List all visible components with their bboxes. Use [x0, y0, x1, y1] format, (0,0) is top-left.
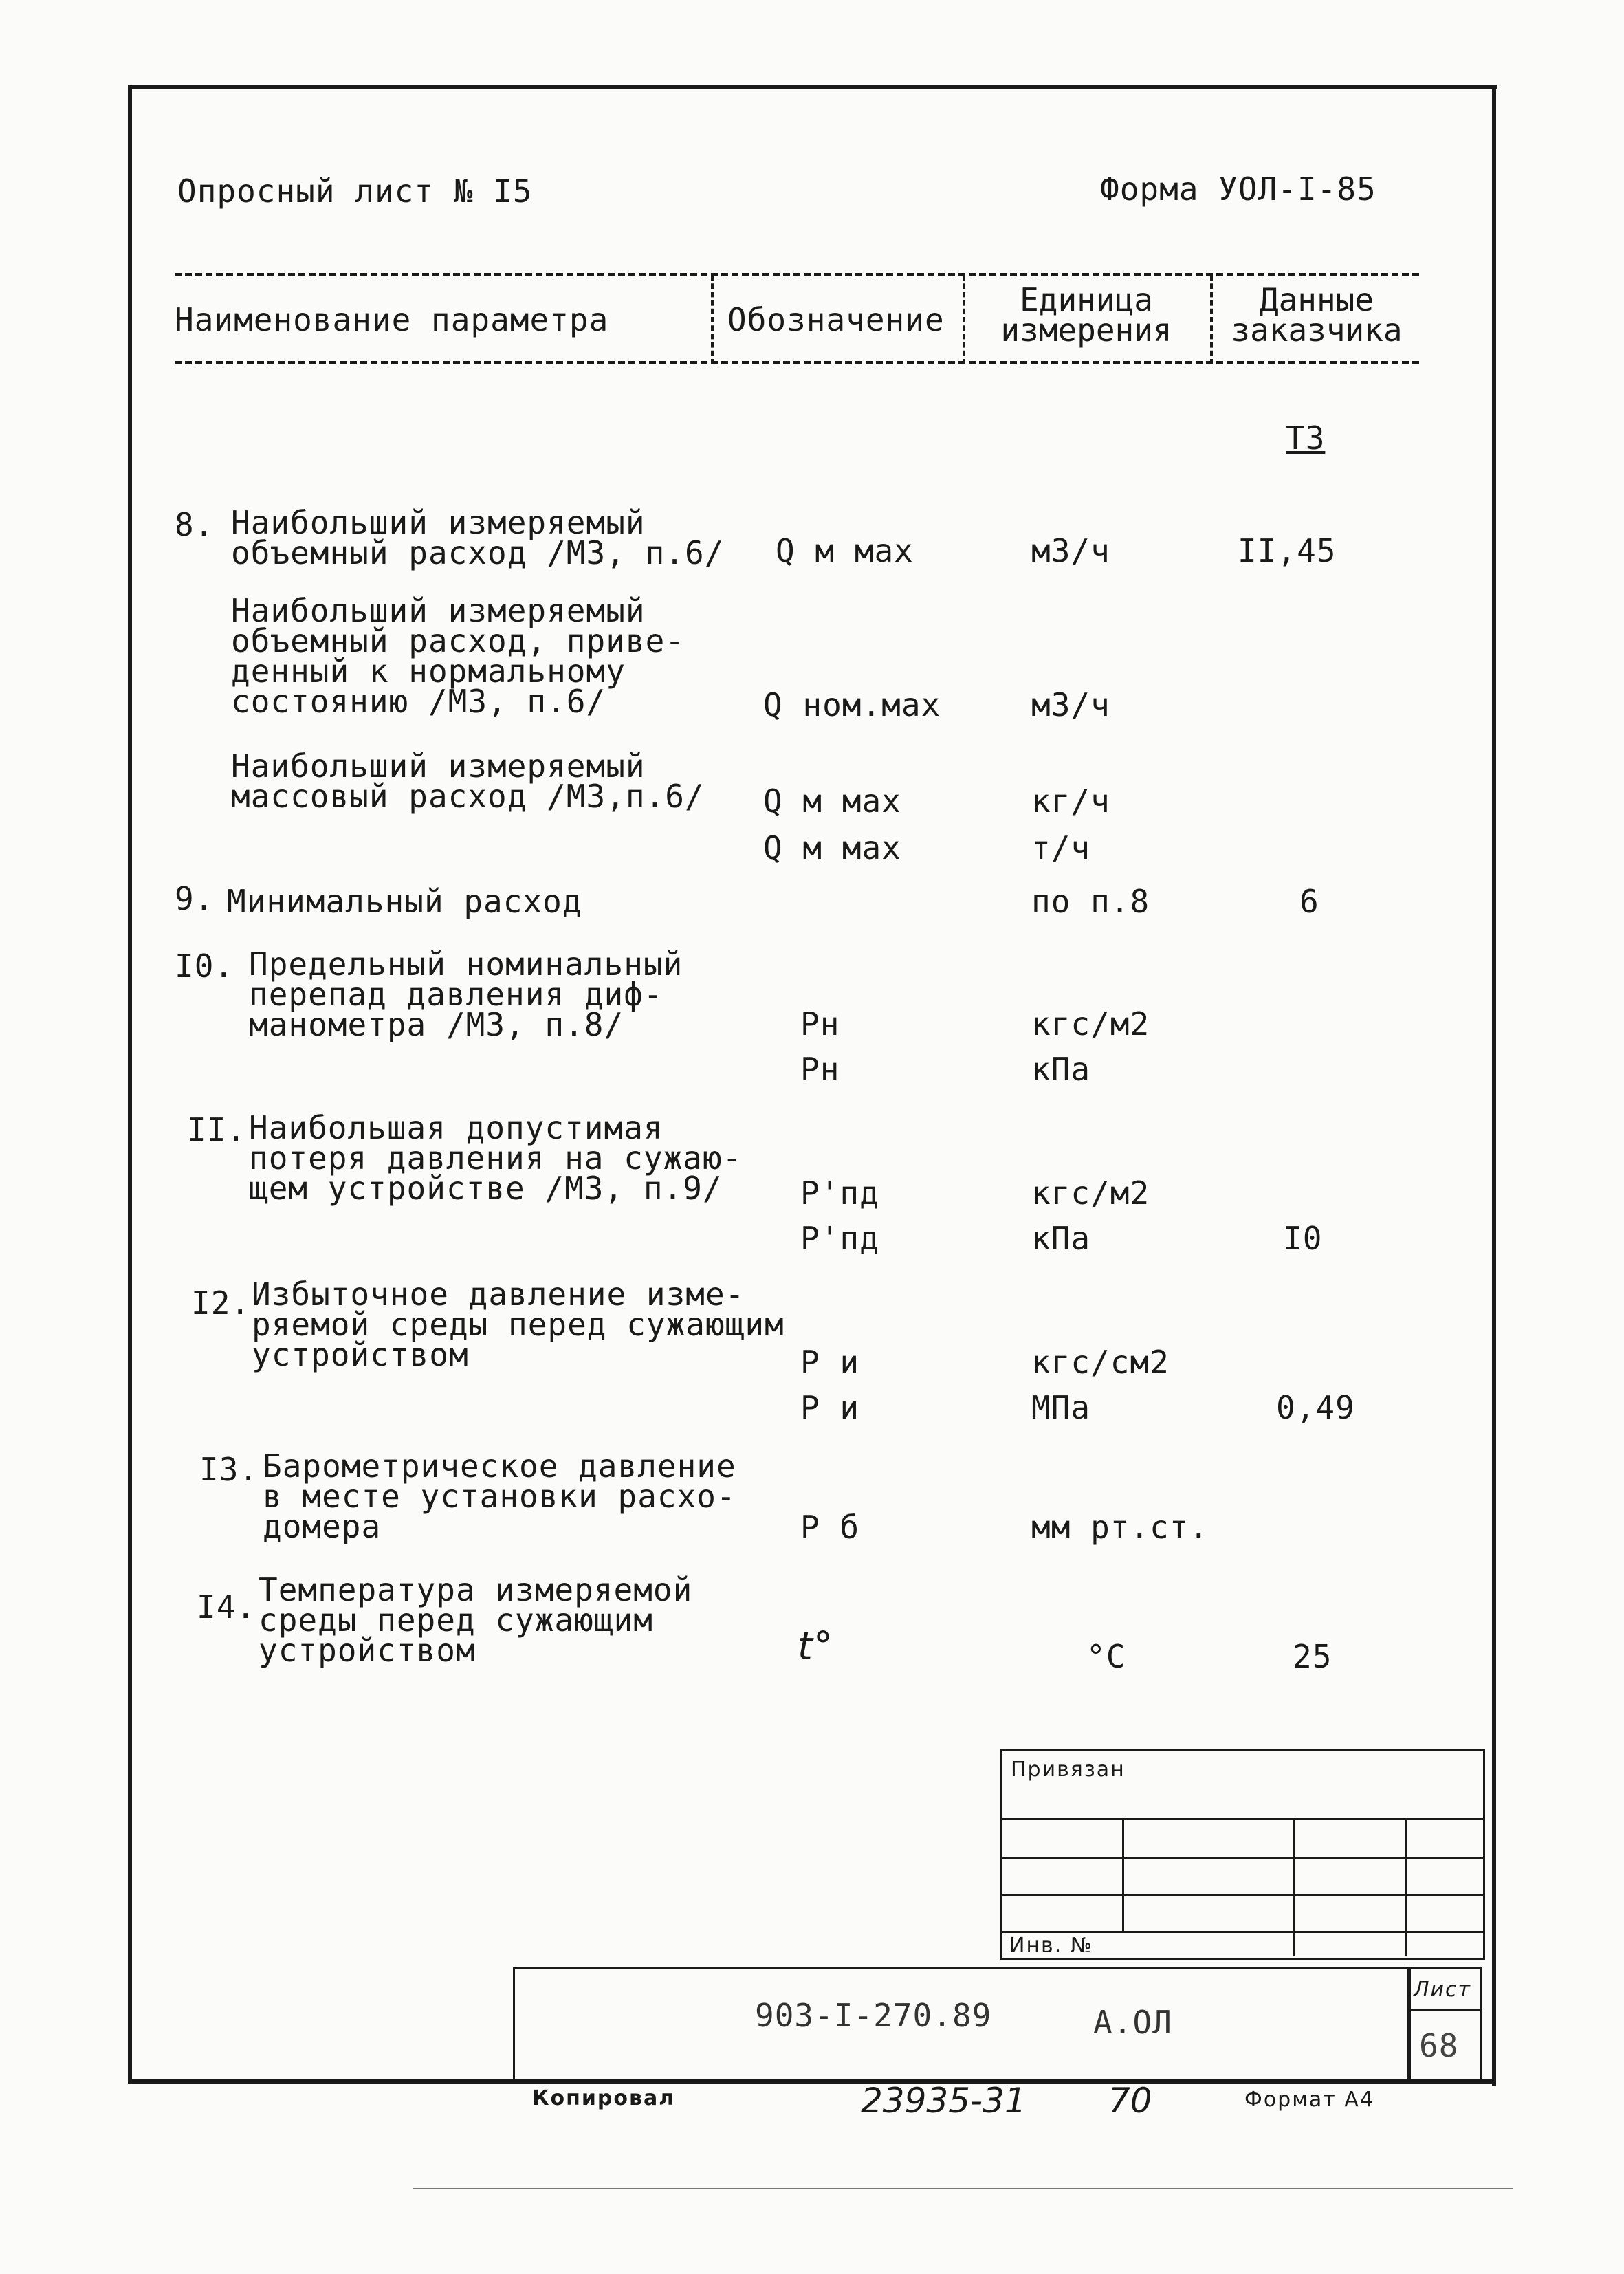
- row-number: II.: [187, 1111, 247, 1148]
- column-header-unit: [969, 281, 1203, 349]
- stamp-line: [1000, 1857, 1483, 1859]
- order-number: 23935-31: [861, 2081, 1027, 2121]
- param-unit: кПа: [1031, 1220, 1091, 1257]
- param-name: Минимальный расход: [227, 883, 582, 920]
- frame-top-border: [128, 85, 1497, 89]
- param-symbol: Р'пд: [800, 1174, 879, 1212]
- param-unit: кПа: [1031, 1051, 1091, 1088]
- param-name: Наибольший измеряемый массовый расход /МЗ,п.6/: [231, 747, 705, 815]
- document-code: А.ОЛ: [1093, 2004, 1172, 2041]
- param-unit: кгс/м2: [1031, 1174, 1150, 1212]
- header-divider-3: [1210, 275, 1213, 364]
- param-value: 25: [1293, 1638, 1332, 1675]
- column-header-symbol: Обозначение: [727, 301, 945, 338]
- frame-right-border: [1492, 85, 1496, 2086]
- data-header-line1: Данные: [1259, 281, 1374, 318]
- param-unit: кгс/м2: [1031, 1005, 1150, 1042]
- stamp-line: [1000, 1894, 1483, 1896]
- param-symbol: Р'пд: [800, 1220, 879, 1257]
- row-number: I0.: [175, 948, 234, 985]
- tz-reference: ТЗ: [1286, 419, 1326, 457]
- param-symbol: Рн: [800, 1051, 840, 1088]
- questionnaire-title: Опросный лист № I5: [177, 173, 533, 210]
- param-unit: м3/ч: [1031, 532, 1110, 569]
- param-symbol: Q ном.мах: [763, 686, 941, 723]
- param-name: Барометрическое давление в месте установки расхо- домера: [263, 1447, 736, 1545]
- project-code: 903-I-270.89: [755, 1997, 992, 2034]
- copy-number: 70: [1108, 2081, 1152, 2121]
- param-value: I0: [1283, 1220, 1323, 1257]
- param-symbol: Q м мах: [776, 532, 914, 569]
- unit-header-line2: измерения: [1000, 311, 1172, 349]
- format-label: Формат А4: [1244, 2088, 1374, 2112]
- sheet-label: Лист: [1414, 1978, 1472, 2002]
- stamp-col-line: [1405, 1818, 1407, 1956]
- param-name: Температура измеряемой среды перед сужающим устройством: [259, 1571, 693, 1669]
- param-unit: по п.8: [1031, 883, 1150, 920]
- sheet-number: 68: [1419, 2027, 1459, 2064]
- row-number: I4.: [197, 1588, 256, 1626]
- param-unit: кгс/см2: [1031, 1344, 1170, 1381]
- header-divider-1: [711, 275, 714, 364]
- param-symbol: Q м мах: [763, 783, 901, 820]
- stamp-col-line: [1122, 1818, 1124, 1932]
- param-symbol: Рн: [800, 1005, 840, 1042]
- row-number: I3.: [199, 1451, 259, 1488]
- stamp-line: [1000, 1931, 1483, 1933]
- frame-left-border: [128, 87, 132, 2084]
- param-value: 6: [1299, 883, 1319, 920]
- stamp-inv-label: Инв. №: [1009, 1934, 1094, 1958]
- param-unit: °C: [1086, 1638, 1126, 1675]
- param-symbol: Р и: [800, 1344, 860, 1381]
- param-name: Предельный номинальный перепад давления диф- манометра /МЗ, п.8/: [249, 945, 683, 1043]
- row-number: I2.: [191, 1284, 251, 1322]
- param-unit: МПа: [1031, 1389, 1091, 1426]
- param-name: Избыточное давление изме- ряемой среды перед сужающим устройством: [252, 1276, 784, 1373]
- form-code: Форма УОЛ-I-85: [1100, 171, 1376, 208]
- param-name: Наибольший измеряемый объемный расход /МЗ, п.6/: [231, 504, 725, 571]
- scan-bottom-line: [413, 2188, 1513, 2189]
- data-header-line2: заказчика: [1231, 311, 1403, 349]
- header-top-rule: [175, 273, 1419, 276]
- row-number: 8.: [175, 506, 215, 543]
- param-symbol: Р и: [800, 1389, 860, 1426]
- param-unit: кг/ч: [1031, 783, 1110, 820]
- param-unit: м3/ч: [1031, 686, 1110, 723]
- sheet-box-divider: [1407, 2009, 1480, 2011]
- stamp-line: [1000, 1818, 1483, 1820]
- param-name: Наибольший измеряемый объемный расход, приве- денный к нормальному состоянию /МЗ, п.6/: [231, 592, 685, 720]
- param-symbol: Р б: [800, 1509, 860, 1546]
- param-unit: т/ч: [1031, 829, 1091, 866]
- param-name: Наибольшая допустимая потеря давления на сужаю- щем устройстве /МЗ, п.9/: [249, 1109, 743, 1207]
- header-divider-2: [963, 275, 965, 364]
- stamp-col-line: [1293, 1818, 1295, 1956]
- param-value: II,45: [1238, 532, 1337, 569]
- param-symbol: t°: [798, 1624, 833, 1669]
- param-value: 0,49: [1276, 1389, 1355, 1426]
- unit-header-line1: Единица: [1020, 281, 1153, 318]
- param-symbol: Q м мах: [763, 829, 901, 866]
- column-header-name: Наименование параметра: [175, 301, 609, 338]
- stamp-attached-label: Привязан: [1011, 1758, 1126, 1782]
- copied-by-label: Копировал: [532, 2086, 676, 2110]
- header-bottom-rule: [175, 361, 1419, 364]
- param-unit: мм рт.ст.: [1031, 1509, 1209, 1546]
- row-number: 9.: [175, 880, 215, 917]
- column-header-data: [1217, 281, 1416, 349]
